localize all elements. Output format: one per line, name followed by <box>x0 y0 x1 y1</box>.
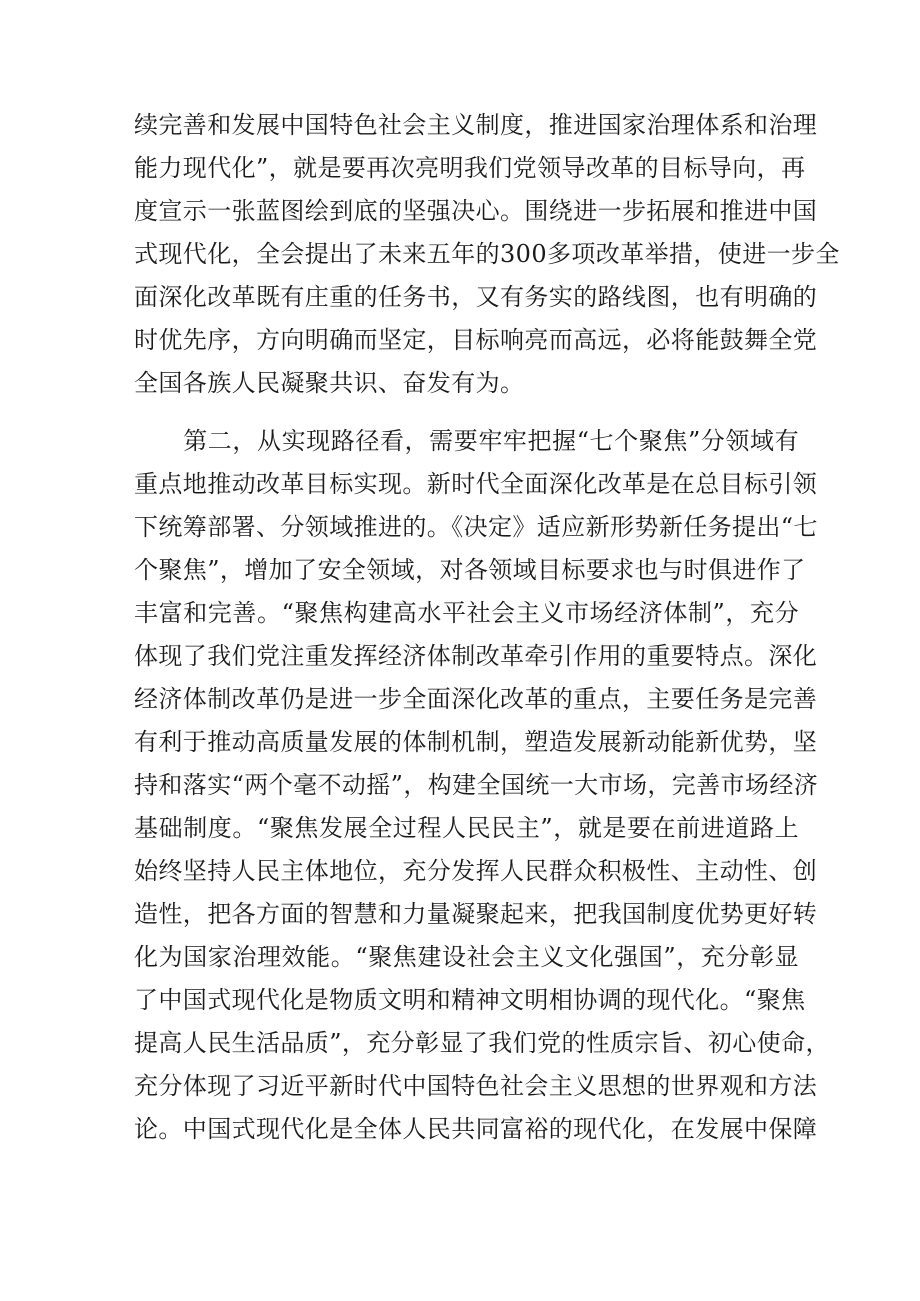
text-line: 丰富和完善。“聚焦构建高水平社会主义市场经济体制”，充分 <box>134 599 799 627</box>
text-line: 时优先序，方向明确而坚定，目标响亮而高远，必将能鼓舞全党 <box>134 326 818 354</box>
text-line: 体现了我们党注重发挥经济体制改革牵引作用的重要特点。深化 <box>134 642 818 670</box>
text-line: 经济体制改革仍是进一步全面深化改革的重点，主要任务是完善 <box>134 685 818 713</box>
paragraph-gap <box>134 405 799 420</box>
paragraph-1 <box>134 104 840 405</box>
text-line: 全国各族人民凝聚共识、奋发有为。 <box>134 369 525 397</box>
text-line: 重点地推动改革目标实现。新时代全面深化改革是在总目标引领 <box>134 470 818 498</box>
body-text <box>134 104 840 1151</box>
text-line: 个聚焦”，增加了安全领域，对各领域目标要求也与时俱进作了 <box>134 556 806 584</box>
text-line: 了中国式现代化是物质文明和精神文明相协调的现代化。“聚焦 <box>134 986 806 1014</box>
text-line: 续完善和发展中国特色社会主义制度，推进国家治理体系和治理 <box>134 111 818 139</box>
text-line: 第二，从实现路径看，需要牢牢把握“七个聚焦”分领域有 <box>134 427 799 455</box>
text-line: 持和落实“两个毫不动摇”，构建全国统一大市场，完善市场经济 <box>134 771 819 799</box>
text-line: 有利于推动高质量发展的体制机制，塑造发展新动能新优势，坚 <box>134 728 818 756</box>
text-line: 始终坚持人民主体地位，充分发挥人民群众积极性、主动性、创 <box>134 857 818 885</box>
text-line: 度宣示一张蓝图绘到底的坚强决心。围绕进一步拓展和推进中国 <box>134 197 818 225</box>
text-line: 式现代化，全会提出了未来五年的300多项改革举措，使进一步全 <box>134 240 840 268</box>
text-line: 能力现代化”，就是要再次亮明我们党领导改革的目标导向，再 <box>134 154 806 182</box>
text-line: 基础制度。“聚焦发展全过程人民民主”，就是要在前进道路上 <box>134 814 799 842</box>
text-line: 造性，把各方面的智慧和力量凝聚起来，把我国制度优势更好转 <box>134 900 818 928</box>
text-line: 面深化改革既有庄重的任务书，又有务实的路线图，也有明确的 <box>134 283 818 311</box>
text-line: 充分体现了习近平新时代中国特色社会主义思想的世界观和方法 <box>134 1072 818 1100</box>
text-line: 论。中国式现代化是全体人民共同富裕的现代化，在发展中保障 <box>134 1115 818 1143</box>
paragraph-2 <box>134 420 830 1151</box>
text-line: 下统筹部署、分领域推进的。《决定》适应新形势新任务提出“七 <box>134 513 818 541</box>
text-line: 化为国家治理效能。“聚焦建设社会主义文化强国”，充分彰显 <box>134 943 799 971</box>
text-line: 提高人民生活品质”，充分彰显了我们党的性质宗旨、初心使命， <box>134 1029 830 1057</box>
